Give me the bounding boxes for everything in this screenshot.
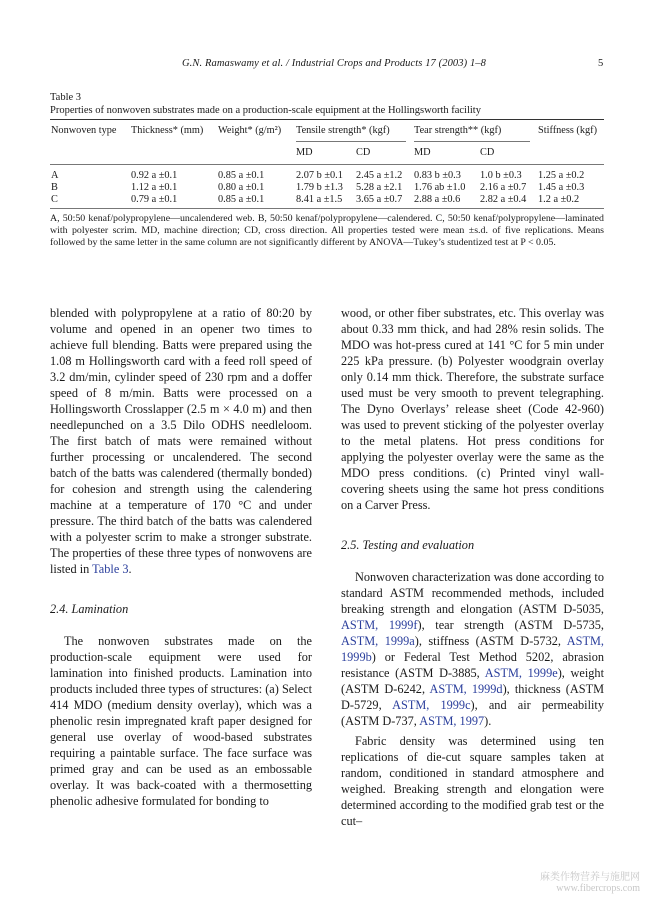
cell-stiffness: 1.25 a ±0.2 xyxy=(538,170,585,181)
cell-stiffness: 1.45 a ±0.3 xyxy=(538,182,585,193)
th-tear: Tear strength** (kgf) xyxy=(414,125,502,136)
cell-tensile-md: 2.07 b ±0.1 xyxy=(296,170,343,181)
cell-tear-md: 1.76 ab ±1.0 xyxy=(414,182,466,193)
cell-tensile-md: 8.41 a ±1.5 xyxy=(296,194,343,205)
citation-link[interactable]: ASTM, 1999c xyxy=(392,698,471,712)
citation-link[interactable]: ASTM, 1999f xyxy=(341,618,418,632)
citation-link[interactable]: ASTM, 1999b xyxy=(341,634,604,664)
paragraph-text: ), tear strength (ASTM D-5735, xyxy=(417,618,604,632)
paragraph: Fabric density was determined using ten replications of die-cut square samples taken at random, conditioned in standard atmosphere and weighed. Breaking strength and elongation were determined according to the modified grab test or the cut– xyxy=(341,734,604,828)
th-md-tensile: MD xyxy=(296,147,313,158)
paragraph-text: ), weight (ASTM D-6242, xyxy=(341,666,604,696)
citation-link[interactable]: ASTM, 1999d xyxy=(429,682,503,696)
cell-tear-cd: 2.16 a ±0.7 xyxy=(480,182,527,193)
paragraph: The nonwoven substrates made on the production-scale equipment were used for lamination into finished products. Lamination into products included three types of structures: (a) Select 414 MDO (medium density overlay), which was a phenolic resin impregnated kraft paper designed for general use overlay of wood-based substrates requiring a paintable surface. The face surface was primed gray and can be used as an embossable overlay. It was back-coated with a thermosetting phenolic adhesive formulated for bonding to xyxy=(50,634,312,808)
cell-thickness: 0.92 a ±0.1 xyxy=(131,170,178,181)
table-header-rule xyxy=(50,164,604,165)
paragraph-text: ), stiffness (ASTM D-5732, xyxy=(414,634,567,648)
tear-span-rule xyxy=(414,141,530,142)
th-tensile: Tensile strength* (kgf) xyxy=(296,125,390,136)
cell-weight: 0.80 a ±0.1 xyxy=(218,182,265,193)
th-thickness: Thickness* (mm) xyxy=(131,125,204,136)
table-footnote: A, 50:50 kenaf/polypropylene—uncalendered web. B, 50:50 kenaf/polypropylene—calendered. C, 50:50 kenaf/polypropylene—laminated with polyester scrim. MD, machine direction; CD, cross direction. All properties tested were mean ±s.d. of five replications. Means followed by the same letter in the same column are not significantly different by ANOVA—Tukey’s studentized test at P < 0.05. xyxy=(50,213,604,249)
paragraph: wood, or other fiber substrates, etc. This overlay was about 0.33 mm thick, and had 28% resin solids. The MDO was hot-press cured at 141 °C for 5 min under 225 kPa pressure. (b) Polyester woodgrain overlay only 0.14 mm thick. Therefore, the substrate surface used must be very smooth to prevent telegraphing. The Dyno Overlays’ release sheet (Code 42-960) was used to prevent sticking of the polyester overlay to the metal platens. Hot press conditions for applying the polyester overlay were the same as the MDO press conditions. (c) Printed vinyl wall-covering sheets using the same hot press conditions on a Carver Press. xyxy=(341,306,604,512)
cell-type: B xyxy=(51,182,58,193)
cell-thickness: 0.79 a ±0.1 xyxy=(131,194,178,205)
table-label: Table 3 xyxy=(50,92,82,103)
th-nonwoven-type: Nonwoven type xyxy=(51,125,117,136)
citation-link[interactable]: ASTM, 1999a xyxy=(341,634,415,648)
th-md-tear: MD xyxy=(414,147,431,158)
cell-tensile-cd: 5.28 a ±2.1 xyxy=(356,182,403,193)
th-cd-tensile: CD xyxy=(356,147,371,158)
paragraph-text: blended with polypropylene at a ratio of 80:20 by volume and opened in an opener two times to achieve full blending. Batts were prepared using the 1.08 m Hollingsworth card with a feed roll speed of 3.2 dm/min, cylinder speed of 230 rpm and a doffer speed of 8 m/min. Batts were processed on a Hollingsworth Crosslapper (2.5 m × 4.0 m) and then needlepunched on a 3.5 Dilo ODHS needleloom. The first batch of mats were remained without further processing or uncalendered. The second batch of the batts was calendered (thermally bonded) for cohesion and strength using the calendering machine at a temperature of 170 °C and under pressure. The third batch of the batts was calendered with a polyester scrim to make a stronger substrate. The properties of these three types of nonwovens are listed in xyxy=(50,306,312,576)
watermark xyxy=(540,872,640,894)
cell-stiffness: 1.2 a ±0.2 xyxy=(538,194,580,205)
paragraph-text: ). xyxy=(484,714,492,728)
paragraph xyxy=(50,305,312,577)
cell-tensile-cd: 2.45 a ±1.2 xyxy=(356,170,403,181)
citation-link[interactable]: ASTM, 1999e xyxy=(484,666,558,680)
watermark-line: 麻类作物营养与施肥网 xyxy=(540,872,640,883)
paragraph-text: ), thickness (ASTM D-5729, xyxy=(341,682,605,712)
running-head: G.N. Ramaswamy et al. / Industrial Crops and Products 17 (2003) 1–8 xyxy=(182,58,487,69)
cell-type: A xyxy=(51,170,59,181)
cell-thickness: 1.12 a ±0.1 xyxy=(131,182,178,193)
table-bottom-rule xyxy=(50,208,604,209)
citation-link[interactable]: ASTM, 1997 xyxy=(419,714,485,728)
cell-tensile-md: 1.79 b ±1.3 xyxy=(296,182,343,193)
paragraph-text: ), and air permeability (ASTM D-737, xyxy=(341,698,604,728)
tensile-span-rule xyxy=(296,141,406,142)
table-caption xyxy=(50,91,481,117)
page-number: 5 xyxy=(598,58,604,69)
cell-weight: 0.85 a ±0.1 xyxy=(218,170,265,181)
cell-tear-cd: 1.0 b ±0.3 xyxy=(480,170,522,181)
left-column xyxy=(50,305,312,809)
cell-tear-cd: 2.82 a ±0.4 xyxy=(480,194,527,205)
table-3-link[interactable]: Table 3 xyxy=(92,562,129,576)
th-weight: Weight* (g/m²) xyxy=(218,125,282,136)
cell-tear-md: 2.88 a ±0.6 xyxy=(414,194,461,205)
section-heading-testing: 2.5. Testing and evaluation xyxy=(341,538,475,552)
cell-tear-md: 0.83 b ±0.3 xyxy=(414,170,461,181)
paragraph xyxy=(341,569,604,729)
watermark-line: www.fibercrops.com xyxy=(556,883,640,894)
paragraph-text: . xyxy=(128,562,132,576)
paragraph-text: ) or Federal Test Method 5202, abrasion resistance (ASTM D-3885, xyxy=(341,650,604,680)
table-top-rule xyxy=(50,119,604,120)
paragraph-text: Nonwoven characterization was done according to standard ASTM recommended methods, included breaking strength and elongation (ASTM D-5035, xyxy=(341,570,604,616)
cell-weight: 0.85 a ±0.1 xyxy=(218,194,265,205)
section-heading-lamination: 2.4. Lamination xyxy=(50,602,129,616)
cell-tensile-cd: 3.65 a ±0.7 xyxy=(356,194,403,205)
table-title: Properties of nonwoven substrates made on a production-scale equipment at the Hollingsworth facility xyxy=(50,105,481,116)
right-column xyxy=(341,305,604,829)
cell-type: C xyxy=(51,194,58,205)
th-cd-tear: CD xyxy=(480,147,495,158)
page-header xyxy=(0,58,662,74)
th-stiffness: Stiffness (kgf) xyxy=(538,125,598,136)
